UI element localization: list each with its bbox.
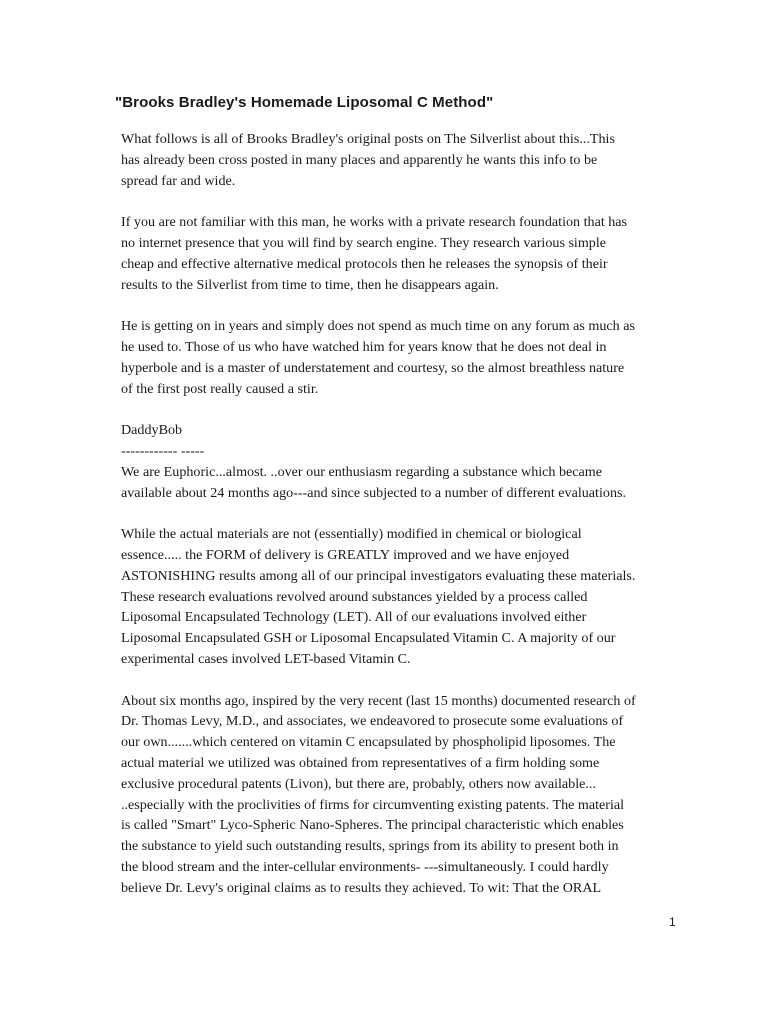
text-line: cheap and effective alternative medical protocols then he releases the synopsis of their [121, 255, 608, 272]
text-line: has already been cross posted in many places and apparently he wants this info to be [121, 151, 598, 168]
text-line: If you are not familiar with this man, he works with a private research foundation that has [121, 214, 628, 231]
text-line: is called "Smart" Lyco-Spheric Nano-Spheres. The principal characteristic which enables [121, 817, 624, 834]
page-number: 1 [669, 915, 676, 929]
text-line: he used to. Those of us who have watched him for years know that he does not deal in [121, 338, 607, 355]
text-line: While the actual materials are not (essentially) modified in chemical or biological [121, 526, 582, 543]
paragraph-intro [121, 129, 681, 191]
text-line: no internet presence that you will find by search engine. They research various simple [121, 234, 607, 251]
paragraph-signature-and-opening [121, 420, 681, 503]
text-line: What follows is all of Brooks Bradley's original posts on The Silverlist about this...This [121, 131, 615, 147]
text-line: About six months ago, inspired by the very recent (last 15 months) documented research of [121, 692, 636, 709]
text-line: believe Dr. Levy's original claims as to results they achieved. To wit: That the ORAL [121, 879, 602, 896]
text-line: Liposomal Encapsulated Technology (LET). All of our evaluations involved either [121, 609, 587, 626]
text-line: results to the Silverlist from time to time, then he disappears again. [121, 276, 499, 293]
text-line: These research evaluations revolved around substances yielded by a process called [121, 588, 588, 605]
paragraph-about-author [121, 212, 681, 295]
text-line: hyperbole and is a master of understatement and courtesy, so the almost breathless nature [121, 359, 625, 376]
text-line: ASTONISHING results among all of our principal investigators evaluating these materials. [121, 567, 636, 584]
text-line: the blood stream and the inter-cellular environments- ---simultaneously. I could hardly [121, 858, 609, 875]
text-line: actual material we utilized was obtained from representatives of a firm holding some [121, 754, 600, 771]
separator-dashes: ------------ ----- [121, 442, 205, 459]
document-title: "Brooks Bradley's Homemade Liposomal C Method" [115, 94, 494, 111]
paragraph-levy-research [121, 691, 681, 899]
text-line: Dr. Thomas Levy, M.D., and associates, we endeavored to prosecute some evaluations of [121, 713, 624, 730]
document-body [121, 129, 681, 898]
text-line: He is getting on in years and simply does not spend as much time on any forum as much as [121, 318, 635, 335]
paragraph-author-character [121, 316, 681, 399]
text-line: available about 24 months ago---and since subjected to a number of different evaluations. [121, 484, 626, 501]
text-line: ..especially with the proclivities of firms for circumventing existing patents. The material [121, 796, 625, 813]
signature-daddybob: DaddyBob [121, 422, 183, 439]
text-line: our own.......which centered on vitamin C encapsulated by phospholipid liposomes. The [121, 734, 616, 751]
text-line: Liposomal Encapsulated GSH or Liposomal Encapsulated Vitamin C. A majority of our [121, 630, 616, 647]
text-line: We are Euphoric...almost. ..over our enthusiasm regarding a substance which became [121, 463, 603, 480]
text-line: spread far and wide. [121, 172, 236, 189]
text-line: exclusive procedural patents (Livon), but there are, probably, others now available... [121, 775, 596, 792]
text-line: experimental cases involved LET-based Vitamin C. [121, 650, 411, 667]
text-line: the substance to yield such outstanding results, springs from its ability to present both in [121, 838, 619, 855]
text-line: of the first post really caused a stir. [121, 380, 319, 397]
paragraph-let-results [121, 524, 681, 670]
text-line: essence..... the FORM of delivery is GREATLY improved and we have enjoyed [121, 546, 570, 563]
